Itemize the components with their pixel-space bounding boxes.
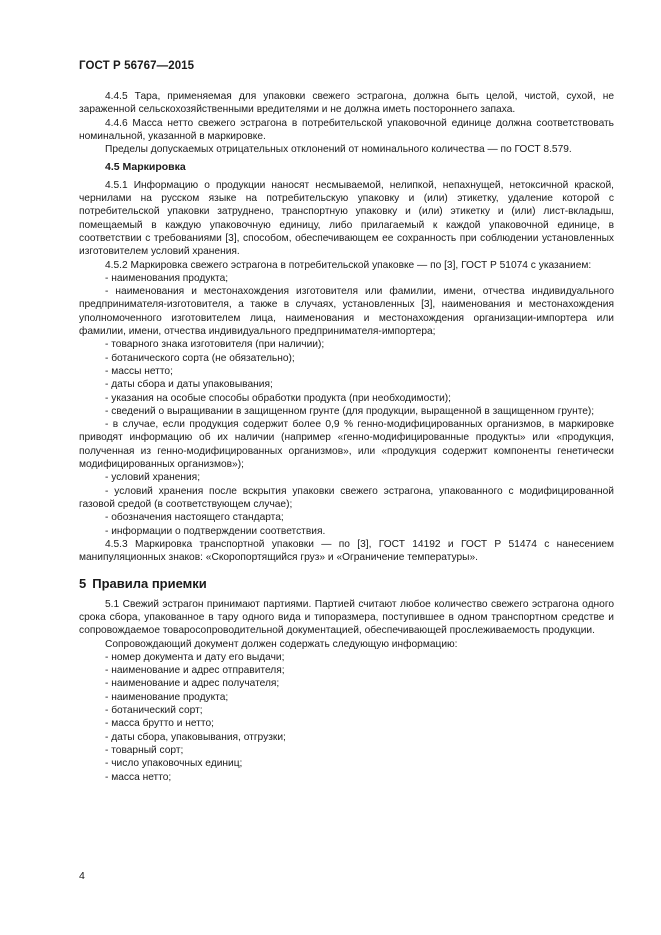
clause-4-5-2: 4.5.2 Маркировка свежего эстрагона в потребительской упаковке — по [3], ГОСТ Р 51074 с указанием: xyxy=(105,259,592,271)
list-item: - обозначения настоящего стандарта; xyxy=(105,512,284,524)
list-item: - даты сбора и даты упаковывания; xyxy=(105,379,273,391)
document-body xyxy=(79,90,614,784)
list-item: - ботанического сорта (не обязательно); xyxy=(105,352,295,364)
list-item: - сведений о выращивании в защищенном грунте (для продукции, выращенной в защищенном грунте); xyxy=(105,405,595,417)
list-item: - наименование продукта; xyxy=(105,691,229,703)
list-item: - наименование и адрес отправителя; xyxy=(105,665,285,677)
clause-4-4-5: 4.4.5 Тара, применяемая для упаковки свежего эстрагона, должна быть целой, чистой, сухой, не зараженной сельскохозяйственными вредителями и не должна иметь постороннего запаха. xyxy=(79,91,614,116)
list-item: - номер документа и дату его выдачи; xyxy=(105,651,285,663)
section-heading-5 xyxy=(79,577,614,590)
list-item: - в случае, если продукция содержит более 0,9 % генно-модифицированных организмов, в маркировке приводят информацию об их наличии (например «генно-модифицированные продукты» или «продукция, полученная из генно-модифицированных организмов», или «продукция содержит компоненты генетически модифицированных организмов»); xyxy=(79,419,614,471)
list-item: - масса нетто; xyxy=(105,771,172,783)
page-number: 4 xyxy=(79,870,85,882)
list-item: - массы нетто; xyxy=(105,365,173,377)
list-item: - товарный сорт; xyxy=(105,744,184,756)
list-item: - товарного знака изготовителя (при наличии); xyxy=(105,339,325,351)
clause-5-1: 5.1 Свежий эстрагон принимают партиями. Партией считают любое количество свежего эстрагона одного срока сбора, упакованное в тару одного вида и типоразмера, поступившее в одном транспортном средстве и сопровождаемое товаросопроводительной документацией, обеспечивающей прослеживаемость продукции. xyxy=(79,598,614,637)
marking-requirements-list xyxy=(79,272,614,538)
clause-4-5-3: 4.5.3 Маркировка транспортной упаковки — по [3], ГОСТ 14192 и ГОСТ Р 51474 с нанесением манипуляционных знаков: «Скоропортящийся груз» и «Ограничение температуры». xyxy=(79,538,614,564)
list-item: - наименование и адрес получателя; xyxy=(105,678,280,690)
section-heading-4-5: 4.5 Маркировка xyxy=(105,161,186,174)
tolerance-paragraph: Пределы допускаемых отрицательных отклонений от номинального количества — по ГОСТ 8.579. xyxy=(105,144,572,156)
document-code-header: ГОСТ Р 56767—2015 xyxy=(79,60,195,72)
list-item: - указания на особые способы обработки продукта (при необходимости); xyxy=(105,392,451,404)
list-item: - наименования продукта; xyxy=(105,272,229,284)
clause-4-5-1: 4.5.1 Информацию о продукции наносят несмываемой, нелипкой, непахнущей, нетоксичной краской, чернилами на русском языке на потребительскую упаковку и (или) этикетку, удаление которой с потребительской упаковки затруднено, транспортную упаковку и (или) этикетку и (или) лист-вкладыш, помещаемый в каждую упаковочную единицу, либо прилагаемый к каждой упаковочной единице, в соответствии с требованиями [3], способом, обеспечивающем ее сохранность при соблюдении установленных изготовителем условий хранения. xyxy=(79,179,614,258)
list-item: - ботанический сорт; xyxy=(105,705,203,717)
list-item: - условий хранения после вскрытия упаковки свежего эстрагона, упакованного с модифицированной газовой средой (в соответствующем случае); xyxy=(79,485,614,510)
accompanying-document-paragraph: Сопровождающий документ должен содержать следующую информацию: xyxy=(105,638,458,650)
list-item: - число упаковочных единиц; xyxy=(105,758,243,770)
clause-4-4-6: 4.4.6 Масса нетто свежего эстрагона в потребительской упаковочной единице должна соответствовать номинальной, указанной в маркировке. xyxy=(79,117,614,142)
section-number: 5 xyxy=(79,576,87,592)
list-item: - масса брутто и нетто; xyxy=(105,718,214,730)
accompanying-document-list xyxy=(79,651,614,784)
list-item: - даты сбора, упаковывания, отгрузки; xyxy=(105,731,286,743)
list-item: - условий хранения; xyxy=(105,472,201,484)
list-item: - наименования и местонахождения изготовителя или фамилии, имени, отчества индивидуального предпринимателя-изготовителя, а также в случаях, установленных [3], наименования и местонахождения уполномоченного изготовителем лица, наименования и местонахождения организации-импортера или фамилии, имени, отчества индивидуального предпринимателя-импортера; xyxy=(79,286,614,338)
list-item: - информации о подтверждении соответствия. xyxy=(105,525,326,537)
section-title: Правила приемки xyxy=(92,576,207,592)
